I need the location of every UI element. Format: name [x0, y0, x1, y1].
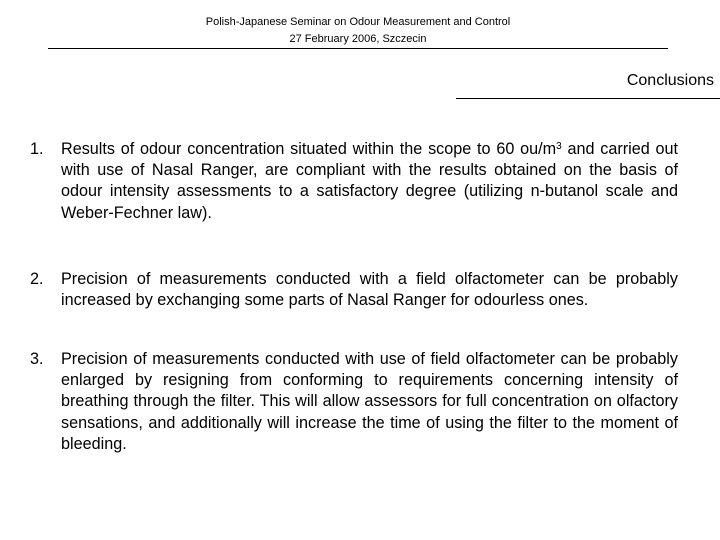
item-number: 3. [30, 350, 44, 368]
superscript: 3 [556, 141, 562, 152]
item-number: 2. [30, 270, 44, 288]
item-text: Precision of measurements conducted with a field olfactometer can be probably increased by exchanging some parts of Nasal Ranger for odourless ones. [61, 270, 678, 310]
conclusion-item-1 [30, 139, 678, 224]
section-title: Conclusions [626, 72, 714, 89]
seminar-header [48, 14, 668, 48]
item-text: Precision of measurements conducted with use of field olfactometer can be probably enlarged by resigning from conforming to requirements concerning intensity of breathing through the filter. This will allow assessors for full concentration on olfactory sensations, and additionally will increase the time of using the filter to the moment of bleeding. [61, 350, 678, 453]
item-number: 1. [30, 140, 44, 158]
item-text-part: and carried out with use of Nasal Ranger, are compliant with the results obtained on the basis of odour intensity assessments to a satisfactory degree (utilizing n-butanol scale and Weber-Fechner law). [61, 140, 678, 222]
section-title-underline [456, 98, 720, 99]
seminar-date-location: 27 February 2006, Szczecin [289, 33, 427, 45]
conclusion-item-3 [30, 349, 678, 455]
item-text-part: Results of odour concentration situated within the scope to 60 ou/m [61, 140, 557, 158]
seminar-title: Polish-Japanese Seminar on Odour Measurement and Control [205, 16, 511, 28]
item-text [61, 139, 678, 224]
header-divider [48, 48, 668, 49]
conclusion-item-2 [30, 269, 678, 311]
